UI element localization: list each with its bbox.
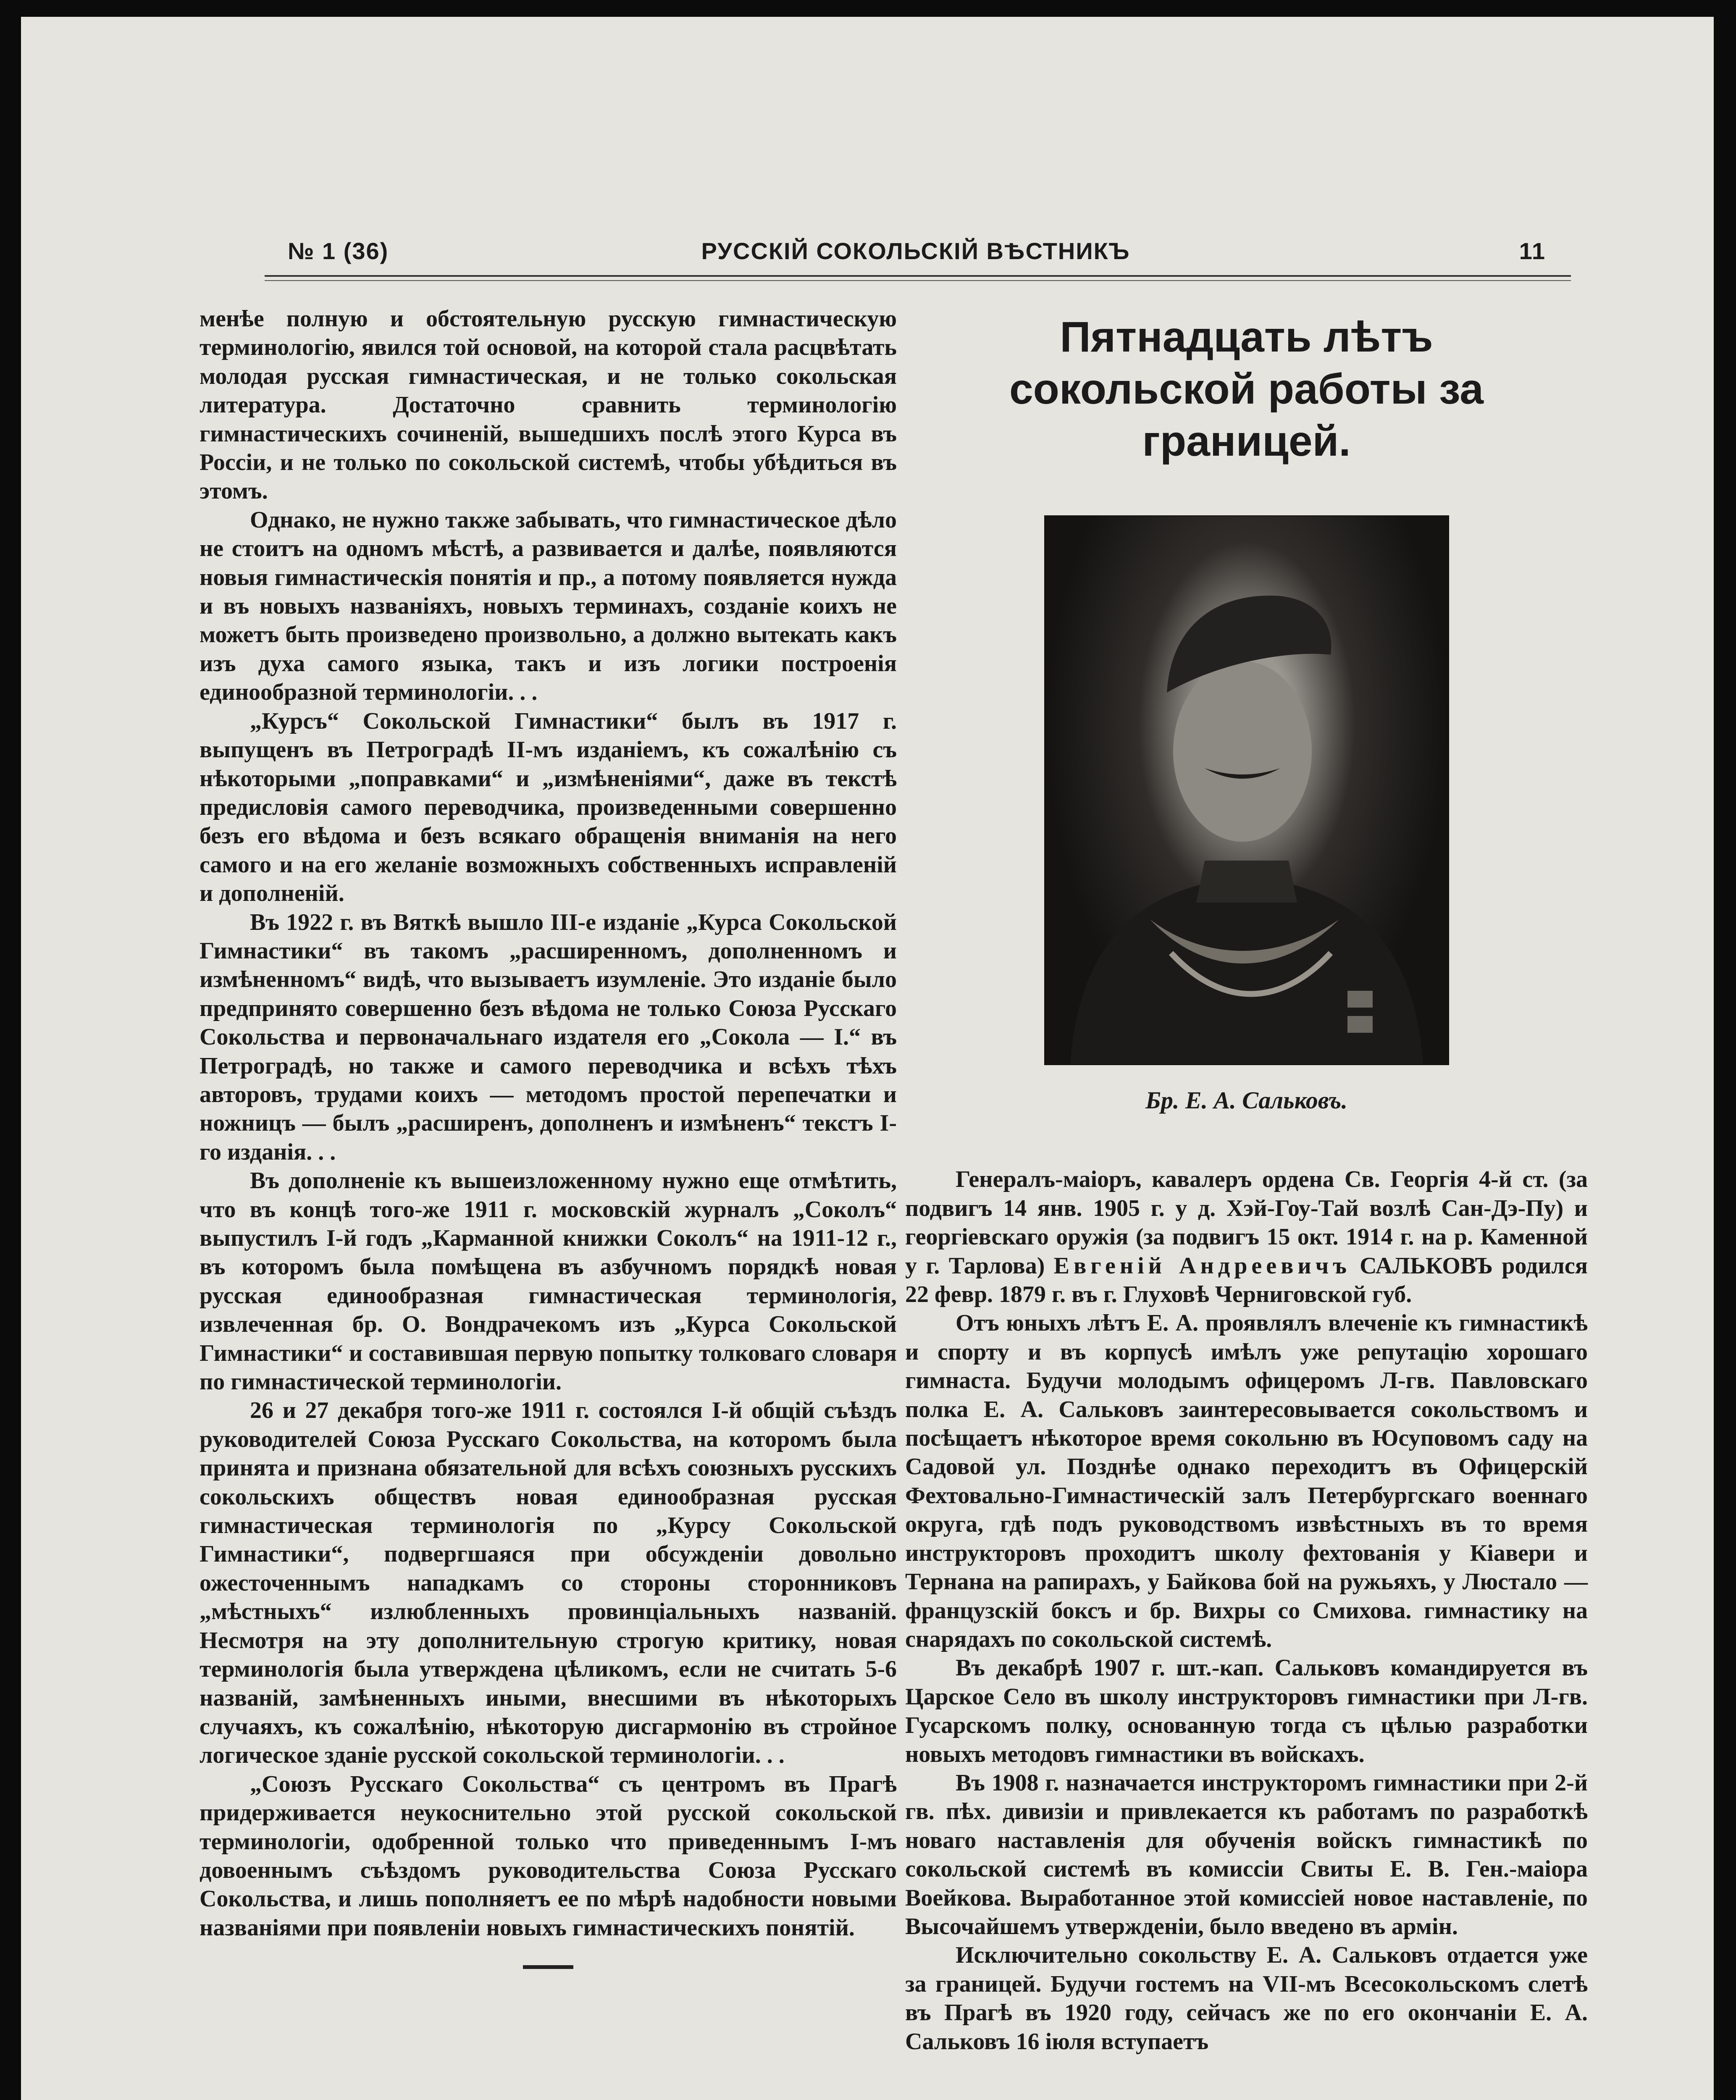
section-separator — [523, 1965, 573, 1969]
journal-title: РУССКІЙ СОКОЛЬСКІЙ ВѢСТНИКЪ — [701, 238, 1130, 264]
portrait-photo — [1044, 515, 1449, 1065]
right-column — [905, 304, 1588, 2100]
paragraph: Въ 1908 г. назначается инструкторомъ гимнастики при 2-й гв. пѣх. дивизіи и привлекается къ работамъ по разработкѣ новаго наставленія для обученія войскъ гимнастикѣ по сокольской системѣ въ комиссіи Свиты Е. В. Ген.-маіора Воейкова. Выработанное этой комиссіей новое наставленіе, по Высочайшемъ утвержденіи, было введено въ армін. — [905, 1769, 1588, 1940]
paragraph: Въ декабрѣ 1907 г. шт.-кап. Сальковъ командируется въ Царское Село въ школу инструкторовъ гимнастики при Л-гв. Гусарскомъ полку, основанную тогда съ цѣлью разработки новыхъ методовъ гимнастики въ войскахъ. — [905, 1655, 1588, 1767]
paragraph — [905, 1165, 1588, 1309]
paragraph: Отъ юныхъ лѣтъ Е. А. проявлялъ влеченіе къ гимнастикѣ и спорту и въ корпусѣ имѣлъ уже репутацію хорошаго гимнаста. Будучи молодымъ офицеромъ Л-гв. Павловскаго полка Е. А. Сальковъ заинтересовывается сокольствомъ и посѣщаетъ нѣкоторое время сокольню въ Юсуповомъ саду на Садовой ул. Позднѣе однако переходитъ въ Офицерскій Фехтовально-Гимнастическій залъ Петербургскаго военнаго округа, гдѣ подъ руководствомъ извѣстныхъ въ то время инструкторовъ проходитъ школу фехтованія у Кіавери и Тернана на рапирахъ, у Байкова бой на ружьяхъ, у Люстало — французскій боксъ и бр. Вихры со Смихова. гимнастику на снарядахъ по сокольской системѣ. — [905, 1310, 1588, 1652]
header-rule — [265, 275, 1571, 277]
article-title — [905, 304, 1588, 467]
paragraph: „Союзъ Русскаго Сокольства“ съ центромъ въ Прагѣ придерживается неукоснительно этой русской сокольской терминологіи, одобренной только что приведеннымъ I-мъ довоеннымъ съѣздомъ руководительства Союза Русскаго Сокольства, и лишь пополняетъ ее по мѣрѣ надобности новыми названіями при появленіи новыхъ гимнастическихъ понятій. — [200, 1771, 897, 1941]
left-column — [200, 304, 897, 2100]
paragraph: менѣе полную и обстоятельную русскую гимнастическую терминологію, явился той основой, на которой стала расцвѣтать молодая русская гимнастическая, и не только сокольская литература. Достаточно сравнить терминологію гимнастическихъ сочиненій, вышедшихъ послѣ этого Курса въ Россіи, и не только по сокольской системѣ, чтобы убѣдиться въ этомъ. — [200, 306, 897, 504]
running-header — [265, 229, 1567, 275]
paragraph: Въ 1922 г. въ Вяткѣ вышло III-е изданіе „Курса Сокольской Гимнастики“ въ такомъ „расширенномъ, дополненномъ и измѣненномъ“ видѣ, что вызываетъ изумленіе. Это изданіе было предпринято совершенно безъ вѣдома не только Союза Русскаго Сокольства и первоначальнаго издателя его „Сокола — I.“ въ Петроградѣ, но также и самого переводчика и всѣхъ тѣхъ авторовъ, трудами коихъ — методомъ простой перепечатки и ножницъ — былъ „расширенъ, дополненъ и измѣненъ“ текстъ I-го изданія. . . — [200, 909, 897, 1165]
header-rule-thin — [265, 280, 1571, 281]
photo-caption: Бр. Е. А. Сальковъ. — [1145, 1087, 1347, 1114]
para1-start: Генералъ-маіоръ, кавалеръ ордена Св. Георгія 4-й ст. (за подвигъ 14 янв. 1905 г. у д. Хэй-Гоу-Тай возлѣ Сан-Дэ-Пу) и георгіевскаго оружія (за подвигъ 15 окт. 1914 г. на р. Каменной у г. Тарлова) — [905, 1166, 1588, 1279]
paragraph: 26 и 27 декабря того-же 1911 г. состоялся I-й общій съѣздъ руководителей Союза Русскаго Сокольства, на которомъ была принята и признана обязательной для всѣхъ союзныхъ русскихъ сокольскихъ обществъ новая единообразная русская гимнастическая терминологія по „Курсу Сокольской Гимнастики“, подвергшаяся при обсужденіи довольно ожесточеннымъ нападкамъ со стороны сторонниковъ „мѣстныхъ“ излюбленныхъ провинціальныхъ названій. Несмотря на эту дополнительную строгую критику, новая терминологія была утверждена цѣликомъ, если не считать 5-6 названій, замѣненныхъ иными, внесшими въ нѣкоторыхъ случаяхъ, къ сожалѣнію, нѣкоторую дисгармонію въ стройное логическое зданіе русской сокольской терминологіи. . . — [200, 1397, 897, 1769]
portrait-illustration — [1045, 516, 1448, 1064]
paragraph: „Курсъ“ Сокольской Гимнастики“ былъ въ 1917 г. выпущенъ въ Петроградѣ II-мъ изданіемъ, къ сожалѣнію съ нѣкоторыми „поправками“ и „измѣненіями“, даже въ текстѣ предисловія самого переводчика, произведенными совершенно безъ его вѣдома и безъ всякаго обращенія вниманія на него самого и на его желаніе возможныхъ собственныхъ исправленій и дополненій. — [200, 708, 897, 907]
paragraph: Однако, не нужно также забывать, что гимнастическое дѣло не стоитъ на одномъ мѣстѣ, а развивается и далѣе, появляются новыя гимнастическія понятія и пр., а потому появляется нужда и въ новыхъ названіяхъ, новыхъ терминахъ, созданіе коихъ не можетъ быть произведено произвольно, а должно вытекать какъ изъ духа самого языка, такъ и изъ логики построенія единообразной терминологіи. . . — [200, 507, 897, 706]
person-name: Евгеній Андреевичъ — [1053, 1252, 1351, 1279]
paragraph: Въ дополненіе къ вышеизложенному нужно еще отмѣтить, что въ концѣ того-же 1911 г. московскій журналъ „Соколъ“ выпустилъ I-й годъ „Карманной книжки Соколъ“ на 1911-12 г., въ которомъ была помѣщена въ азбучномъ порядкѣ новая русская единообразная гимнастическая терминологія, извлеченная бр. О. Вондрачекомъ изъ „Курса Сокольской Гимнастики“ и составившая первую попытку толковаго словаря по гимнастической терминологіи. — [200, 1168, 897, 1395]
title-line-2: сокольской работы за границей. — [1009, 365, 1484, 465]
para1-end: САЛЬКОВЪ родился 22 февр. 1879 г. въ г. Глуховѣ Черниговской губ. — [905, 1252, 1588, 1308]
page-number: 11 — [1519, 238, 1546, 264]
journal-page — [21, 17, 1714, 2100]
issue-number: № 1 (36) — [288, 238, 389, 264]
title-line-1: Пятнадцать лѣтъ — [1060, 313, 1433, 361]
paragraph: Исключительно сокольству Е. А. Сальковъ отдается уже за границей. Будучи гостемъ на VII-мъ Всесокольскомъ слетѣ въ Прагѣ въ 1920 году, сейчасъ же по его окончаніи Е. А. Сальковъ 16 іюля вступаетъ — [905, 1942, 1588, 2055]
